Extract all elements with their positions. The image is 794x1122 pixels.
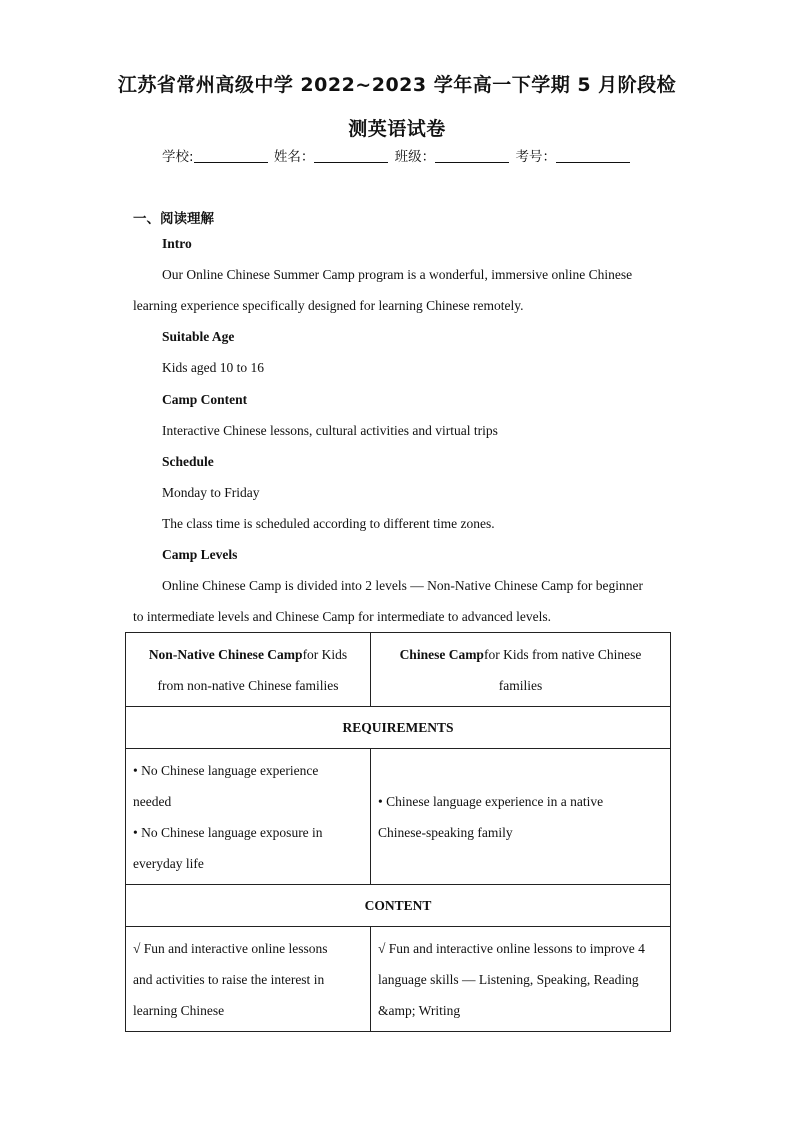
requirements-label: REQUIREMENTS <box>126 707 671 749</box>
content-label: CONTENT <box>126 885 671 927</box>
requirements-right <box>371 749 671 885</box>
content-right-line: √ Fun and interactive online lessons to improve 4 <box>378 940 645 956</box>
age-heading: Suitable Age <box>162 329 235 344</box>
table-row <box>126 633 671 707</box>
name-blank[interactable] <box>314 149 388 163</box>
req-right-line: Chinese-speaking family <box>378 824 513 840</box>
school-label: 学校: <box>162 149 194 165</box>
non-native-camp-name: Non-Native Chinese Camp <box>148 646 303 662</box>
non-native-camp-desc-2: from non-native Chinese families <box>157 677 339 693</box>
exam-number-blank[interactable] <box>556 149 630 163</box>
table-row <box>126 927 671 1032</box>
table-row <box>126 749 671 885</box>
chinese-camp-desc-1: for Kids from native Chinese <box>483 646 642 662</box>
schedule-text-1: Monday to Friday <box>162 485 260 500</box>
chinese-camp-desc-2: families <box>498 677 543 693</box>
intro-text-1: Our Online Chinese Summer Camp program is a wonderful, immersive online Chinese <box>162 267 633 282</box>
content-left-line: and activities to raise the interest in <box>133 971 325 987</box>
school-blank[interactable] <box>194 149 268 163</box>
non-native-camp-header <box>126 633 371 707</box>
req-left-line: • No Chinese language experience <box>133 762 319 778</box>
class-label: 班级： <box>394 149 436 165</box>
content-right-line: language skills — Listening, Speaking, Reading <box>378 971 639 987</box>
camp-levels-table <box>125 632 671 1032</box>
levels-text-2: to intermediate levels and Chinese Camp for intermediate to advanced levels. <box>133 609 551 624</box>
schedule-text-2: The class time is scheduled according to different time zones. <box>162 516 495 531</box>
req-right-line: • Chinese language experience in a native <box>378 793 604 809</box>
req-left-line: needed <box>133 793 172 809</box>
content-right <box>371 927 671 1032</box>
chinese-camp-header <box>371 633 671 707</box>
req-left-line: • No Chinese language exposure in <box>133 824 323 840</box>
content-right-line: &amp; Writing <box>378 1002 461 1018</box>
chinese-camp-name: Chinese Camp <box>399 646 484 662</box>
levels-heading: Camp Levels <box>162 547 238 562</box>
exam-title-line-2: 测英语试卷 <box>348 118 446 140</box>
content-heading: Camp Content <box>162 392 248 407</box>
levels-text-1: Online Chinese Camp is divided into 2 levels — Non-Native Chinese Camp for beginner <box>162 578 644 593</box>
non-native-camp-desc-1: for Kids <box>302 646 348 662</box>
content-left <box>126 927 371 1032</box>
requirements-left <box>126 749 371 885</box>
intro-heading: Intro <box>162 236 192 251</box>
intro-text-2: learning experience specifically designed for learning Chinese remotely. <box>133 298 524 313</box>
schedule-heading: Schedule <box>162 454 214 469</box>
exam-title-line-1: 江苏省常州高级中学 2022~2023 学年高一下学期 5 月阶段检 <box>117 74 677 96</box>
table-row <box>126 885 671 927</box>
req-left-line: everyday life <box>133 855 204 871</box>
student-info-row <box>0 145 794 165</box>
age-text: Kids aged 10 to 16 <box>162 360 264 375</box>
content-text: Interactive Chinese lessons, cultural activities and virtual trips <box>162 423 498 438</box>
name-label: 姓名： <box>273 149 315 165</box>
section-title: 一、阅读理解 <box>133 211 214 227</box>
exam-number-label: 考号： <box>515 149 556 165</box>
content-left-line: learning Chinese <box>133 1002 225 1018</box>
table-row <box>126 707 671 749</box>
class-blank[interactable] <box>435 149 509 163</box>
content-left-line: √ Fun and interactive online lessons <box>133 940 328 956</box>
